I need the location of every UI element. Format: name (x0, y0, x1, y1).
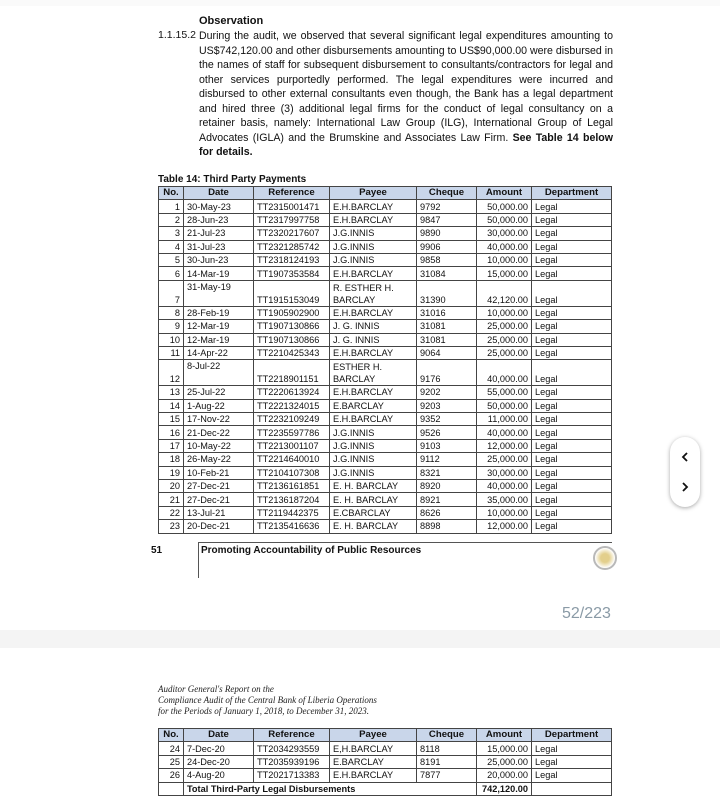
cell-no: 16 (159, 426, 184, 439)
table-row (159, 769, 612, 782)
cell-no: 21 (159, 493, 184, 506)
cell-cheque: 9112 (417, 453, 477, 466)
cell-reference: TT2235597786 (254, 426, 330, 439)
cell-reference: TT2214640010 (254, 453, 330, 466)
cell-department: Legal (532, 480, 612, 493)
col-header-department: Department (532, 187, 612, 200)
cell-cheque: 9792 (417, 200, 477, 213)
cell-date: 25-Jul-22 (184, 386, 254, 399)
cell-reference: TT2221324015 (254, 399, 330, 412)
cell-date: 12-Mar-19 (184, 333, 254, 346)
cell-no: 19 (159, 466, 184, 479)
cell-amount: 25,000.00 (477, 320, 532, 333)
cell-date: 24-Dec-20 (184, 755, 254, 768)
cell-amount: 15,000.00 (477, 742, 532, 755)
cell-department: Legal (532, 439, 612, 452)
table-row (159, 493, 612, 506)
paragraph-number: 1.1.15.2 (158, 29, 196, 41)
cell-cheque: 9890 (417, 227, 477, 240)
cell-department: Legal (532, 755, 612, 768)
report-running-header (158, 684, 377, 716)
col-header-payee: Payee (330, 187, 417, 200)
cell-payee: E.H.BARCLAY (330, 346, 417, 359)
cell-department: Legal (532, 466, 612, 479)
col-header-no: No. (159, 187, 184, 200)
cell-no: 10 (159, 333, 184, 346)
table-row (159, 413, 612, 426)
page-top-edge (0, 0, 720, 6)
cell-no: 6 (159, 267, 184, 280)
cell-cheque: 9526 (417, 426, 477, 439)
cell-amount: 50,000.00 (477, 200, 532, 213)
cell-cheque: 9858 (417, 253, 477, 266)
footer-page-number: 51 (151, 545, 163, 556)
total-row (159, 782, 612, 795)
cell-department: Legal (532, 426, 612, 439)
third-party-payments-table (158, 186, 612, 534)
cell-reference: TT2218901151 (254, 360, 330, 386)
cell-amount: 55,000.00 (477, 386, 532, 399)
table-row (159, 346, 612, 359)
previous-page-button[interactable] (670, 442, 700, 472)
cell-reference: TT2034293559 (254, 742, 330, 755)
cell-reference: TT2136161851 (254, 480, 330, 493)
table-row (159, 213, 612, 226)
cell-date: 7-Dec-20 (184, 742, 254, 755)
col-header-date: Date (184, 187, 254, 200)
col-header-cheque: Cheque (417, 187, 477, 200)
table-row (159, 306, 612, 319)
cell-amount: 25,000.00 (477, 453, 532, 466)
cell-date: 14-Mar-19 (184, 267, 254, 280)
cell-no: 5 (159, 253, 184, 266)
col-header-amount: Amount (477, 729, 532, 742)
cell-no: 23 (159, 520, 184, 533)
table-row (159, 227, 612, 240)
cell-reference: TT2213001107 (254, 439, 330, 452)
footer-divider (198, 542, 612, 543)
cell-cheque: 8920 (417, 480, 477, 493)
cell-no: 22 (159, 506, 184, 519)
cell-payee: E. H. BARCLAY (330, 493, 417, 506)
cell-payee: J.G.INNIS (330, 240, 417, 253)
cell-cheque: 9847 (417, 213, 477, 226)
col-header-reference: Reference (254, 187, 330, 200)
table-row (159, 333, 612, 346)
cell-reference: TT2119442375 (254, 506, 330, 519)
col-header-department: Department (532, 729, 612, 742)
cell-amount: 50,000.00 (477, 213, 532, 226)
cell-cheque: 9906 (417, 240, 477, 253)
col-header-date: Date (184, 729, 254, 742)
cell-payee: J.G.INNIS (330, 426, 417, 439)
cell-date: 26-May-22 (184, 453, 254, 466)
cell-payee (330, 280, 417, 306)
cell-cheque: 31084 (417, 267, 477, 280)
total-amount: 742,120.00 (477, 782, 532, 795)
table-row (159, 520, 612, 533)
cell-department: Legal (532, 769, 612, 782)
cell-payee: J. G. INNIS (330, 320, 417, 333)
cell-amount: 50,000.00 (477, 399, 532, 412)
cell-no: 12 (159, 360, 184, 386)
cell-reference: TT2135416636 (254, 520, 330, 533)
cell-amount: 30,000.00 (477, 466, 532, 479)
cell-date: 13-Jul-21 (184, 506, 254, 519)
cell-amount: 25,000.00 (477, 346, 532, 359)
cell-reference: TT1907353584 (254, 267, 330, 280)
cell-date: 14-Apr-22 (184, 346, 254, 359)
cell-cheque: 31016 (417, 306, 477, 319)
cell-amount: 12,000.00 (477, 520, 532, 533)
cell-cheque: 8191 (417, 755, 477, 768)
cell-department: Legal (532, 253, 612, 266)
cell-department: Legal (532, 453, 612, 466)
cell-payee: E.H.BARCLAY (330, 769, 417, 782)
gac-seal-icon (593, 546, 617, 570)
cell-amount: 42,120.00 (477, 280, 532, 306)
total-spacer (159, 782, 184, 795)
table-header-row (159, 729, 612, 742)
cell-cheque: 8898 (417, 520, 477, 533)
footer-vertical-divider (198, 542, 199, 578)
cell-no: 8 (159, 306, 184, 319)
page-navigator (670, 437, 700, 507)
cell-reference: TT1905902900 (254, 306, 330, 319)
cell-date: 12-Mar-19 (184, 320, 254, 333)
cell-department: Legal (532, 346, 612, 359)
cell-department: Legal (532, 280, 612, 306)
cell-reference: TT2136187204 (254, 493, 330, 506)
cell-no: 18 (159, 453, 184, 466)
cell-amount: 12,000.00 (477, 439, 532, 452)
cell-department: Legal (532, 213, 612, 226)
table-title: Table 14: Third Party Payments (158, 174, 307, 185)
cell-no: 9 (159, 320, 184, 333)
cell-reference: TT2318124193 (254, 253, 330, 266)
cell-cheque: 8118 (417, 742, 477, 755)
cell-amount: 10,000.00 (477, 253, 532, 266)
cell-reference: TT2320217607 (254, 227, 330, 240)
cell-department: Legal (532, 493, 612, 506)
table-row (159, 453, 612, 466)
cell-department: Legal (532, 399, 612, 412)
cell-no: 2 (159, 213, 184, 226)
cell-no: 17 (159, 439, 184, 452)
table-row (159, 399, 612, 412)
chevron-left-icon (680, 452, 690, 462)
cell-date: 10-May-22 (184, 439, 254, 452)
table-row (159, 360, 612, 386)
payee-line: BARCLAY (333, 294, 376, 305)
payee-line: R. ESTHER H. (333, 282, 394, 293)
cell-cheque: 31081 (417, 320, 477, 333)
col-header-amount: Amount (477, 187, 532, 200)
cell-amount: 11,000.00 (477, 413, 532, 426)
cell-reference: TT2220613924 (254, 386, 330, 399)
cell-date: 1-Aug-22 (184, 399, 254, 412)
table-row (159, 200, 612, 213)
cell-department: Legal (532, 506, 612, 519)
cell-reference: TT1907130866 (254, 333, 330, 346)
cell-payee: E.H.BARCLAY (330, 306, 417, 319)
report-header-line: Auditor General's Report on the (158, 684, 274, 694)
footer-tagline: Promoting Accountability of Public Resources (201, 545, 422, 556)
cell-cheque: 31081 (417, 333, 477, 346)
col-header-cheque: Cheque (417, 729, 477, 742)
cell-amount: 35,000.00 (477, 493, 532, 506)
cell-date: 31-Jul-23 (184, 240, 254, 253)
table-row (159, 253, 612, 266)
cell-department: Legal (532, 742, 612, 755)
cell-amount: 15,000.00 (477, 267, 532, 280)
cell-cheque: 8921 (417, 493, 477, 506)
cell-amount: 40,000.00 (477, 360, 532, 386)
table-body (159, 200, 612, 533)
cell-payee: J.G.INNIS (330, 466, 417, 479)
cell-department: Legal (532, 520, 612, 533)
cell-department: Legal (532, 227, 612, 240)
col-header-no: No. (159, 729, 184, 742)
cell-reference: TT1915153049 (254, 280, 330, 306)
total-spacer (532, 782, 612, 795)
cell-amount: 40,000.00 (477, 240, 532, 253)
observation-text: During the audit, we observed that several significant legal expenditures amounting to US$742,120.00 and other disbursements amounting to US$90,000.00 were disbursed in the names of staff for subsequent disbursement to consultants/contractors for legal and other services purportedly performed. The legal expenditures were incurred and disbursed to other external consultants even though, the Bank has a legal department and hired three (3) additional legal firms for the conduct of legal consultancy on a retainer basis, namely: International Law Group (ILG), International Group of Legal Advocates (IGLA) and the Brumskine and Associates Law Firm. (199, 30, 614, 144)
table-header-row (159, 187, 612, 200)
cell-date: 4-Aug-20 (184, 769, 254, 782)
payee-line: ESTHER H. (333, 362, 383, 373)
cell-cheque: 8321 (417, 466, 477, 479)
cell-payee: E. H. BARCLAY (330, 480, 417, 493)
cell-payee: E.BARCLAY (330, 399, 417, 412)
cell-date: 8-Jul-22 (184, 360, 254, 386)
cell-no: 24 (159, 742, 184, 755)
cell-reference: TT2315001471 (254, 200, 330, 213)
cell-payee: E.CBARCLAY (330, 506, 417, 519)
cell-payee: J.G.INNIS (330, 253, 417, 266)
observation-reference: See Table 14 below for details. (199, 131, 613, 159)
table-row (159, 386, 612, 399)
cell-payee: E.H.BARCLAY (330, 267, 417, 280)
cell-cheque: 9064 (417, 346, 477, 359)
cell-no: 7 (159, 280, 184, 306)
cell-reference: TT2104107308 (254, 466, 330, 479)
cell-date: 31-May-19 (184, 280, 254, 306)
cell-reference: TT2232109249 (254, 413, 330, 426)
cell-payee: E.H.BARCLAY (330, 386, 417, 399)
cell-department: Legal (532, 240, 612, 253)
table-row (159, 742, 612, 755)
cell-no: 15 (159, 413, 184, 426)
cell-payee: J. G. INNIS (330, 333, 417, 346)
cell-cheque: 9203 (417, 399, 477, 412)
report-header-line: Compliance Audit of the Central Bank of Liberia Operations (158, 694, 377, 705)
cell-amount: 40,000.00 (477, 426, 532, 439)
cell-amount: 25,000.00 (477, 333, 532, 346)
cell-department: Legal (532, 320, 612, 333)
cell-date: 21-Jul-23 (184, 227, 254, 240)
cell-amount: 10,000.00 (477, 506, 532, 519)
col-header-payee: Payee (330, 729, 417, 742)
cell-payee: E.H.BARCLAY (330, 213, 417, 226)
cell-date: 17-Nov-22 (184, 413, 254, 426)
cell-amount: 20,000.00 (477, 769, 532, 782)
table-row (159, 426, 612, 439)
cell-cheque: 9176 (417, 360, 477, 386)
cell-department: Legal (532, 267, 612, 280)
cell-cheque: 9103 (417, 439, 477, 452)
cell-reference: TT2210425343 (254, 346, 330, 359)
cell-payee: E.BARCLAY (330, 755, 417, 768)
cell-amount: 40,000.00 (477, 480, 532, 493)
cell-no: 13 (159, 386, 184, 399)
cell-date: 28-Feb-19 (184, 306, 254, 319)
observation-heading: Observation (199, 15, 264, 27)
cell-no: 11 (159, 346, 184, 359)
table-body-continued (159, 742, 612, 796)
cell-date: 10-Feb-21 (184, 466, 254, 479)
table-row (159, 755, 612, 768)
cell-cheque: 31390 (417, 280, 477, 306)
cell-date: 27-Dec-21 (184, 480, 254, 493)
cell-date: 30-May-23 (184, 200, 254, 213)
cell-department: Legal (532, 360, 612, 386)
cell-payee: E.H.BARCLAY (330, 200, 417, 213)
cell-no: 25 (159, 755, 184, 768)
cell-no: 26 (159, 769, 184, 782)
table-row (159, 267, 612, 280)
cell-cheque: 7877 (417, 769, 477, 782)
table-row (159, 320, 612, 333)
cell-date: 27-Dec-21 (184, 493, 254, 506)
cell-no: 14 (159, 399, 184, 412)
table-row (159, 506, 612, 519)
table-row (159, 439, 612, 452)
cell-department: Legal (532, 306, 612, 319)
cell-payee: J.G.INNIS (330, 453, 417, 466)
cell-payee: E,H.BARCLAY (330, 742, 417, 755)
cell-date: 21-Dec-22 (184, 426, 254, 439)
cell-no: 4 (159, 240, 184, 253)
cell-date: 28-Jun-23 (184, 213, 254, 226)
observation-paragraph (199, 29, 613, 160)
chevron-right-icon (680, 482, 690, 492)
cell-reference: TT2021713383 (254, 769, 330, 782)
cell-payee: J.G.INNIS (330, 227, 417, 240)
cell-reference: TT2321285742 (254, 240, 330, 253)
table-row (159, 240, 612, 253)
cell-no: 20 (159, 480, 184, 493)
cell-cheque: 9352 (417, 413, 477, 426)
total-label: Total Third-Party Legal Disbursements (184, 782, 477, 795)
cell-payee: E. H. BARCLAY (330, 520, 417, 533)
cell-department: Legal (532, 200, 612, 213)
cell-amount: 10,000.00 (477, 306, 532, 319)
table-row (159, 480, 612, 493)
cell-reference: TT1907130866 (254, 320, 330, 333)
table-row (159, 466, 612, 479)
cell-amount: 30,000.00 (477, 227, 532, 240)
report-header-line: for the Periods of January 1, 2018, to December 31, 2023. (158, 705, 369, 716)
next-page-button[interactable] (670, 472, 700, 502)
cell-payee (330, 360, 417, 386)
cell-no: 1 (159, 200, 184, 213)
page-counter: 52/223 (562, 605, 611, 622)
cell-reference: TT2035939196 (254, 755, 330, 768)
cell-department: Legal (532, 333, 612, 346)
cell-date: 30-Jun-23 (184, 253, 254, 266)
cell-cheque: 8626 (417, 506, 477, 519)
cell-date: 20-Dec-21 (184, 520, 254, 533)
cell-payee: J.G.INNIS (330, 439, 417, 452)
cell-department: Legal (532, 413, 612, 426)
payee-line: BARCLAY (333, 374, 376, 385)
cell-department: Legal (532, 386, 612, 399)
cell-cheque: 9202 (417, 386, 477, 399)
cell-reference: TT2317997758 (254, 213, 330, 226)
col-header-reference: Reference (254, 729, 330, 742)
cell-payee: E.H.BARCLAY (330, 413, 417, 426)
third-party-payments-table-continued (158, 728, 612, 796)
cell-amount: 25,000.00 (477, 755, 532, 768)
table-row (159, 280, 612, 306)
cell-no: 3 (159, 227, 184, 240)
